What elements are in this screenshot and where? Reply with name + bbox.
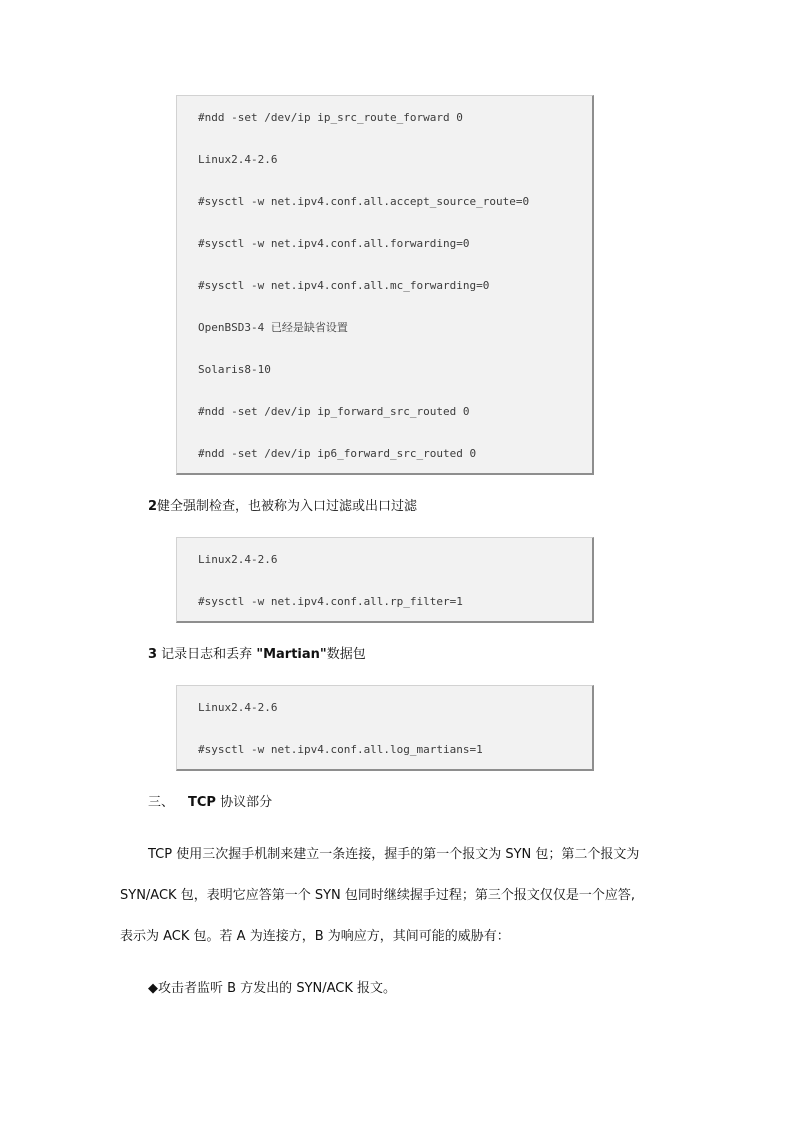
code-line: #sysctl -w net.ipv4.conf.all.rp_filter=1 (198, 595, 463, 608)
code-block-1 (176, 95, 594, 475)
heading-2-text: 健全强制检查，也被称为入口过滤或出口过滤 (157, 499, 418, 514)
code-block-2 (176, 537, 594, 623)
code-block-3 (176, 685, 594, 771)
code-line: #sysctl -w net.ipv4.conf.all.log_martians=1 (198, 743, 483, 756)
code-line: #ndd -set /dev/ip ip_src_route_forward 0 (198, 111, 463, 124)
heading-2-number: 2 (148, 499, 158, 514)
code-line: #sysctl -w net.ipv4.conf.all.forwarding=0 (198, 237, 470, 250)
heading-2 (148, 498, 417, 516)
code-line: Linux2.4-2.6 (198, 701, 278, 714)
paragraph-line-3: 表示为 ACK 包。若 A 为连接方，B 为响应方，其间可能的威胁有： (120, 929, 510, 944)
section-3-text: 协议部分 (215, 795, 273, 810)
bullet-item (148, 980, 396, 998)
heading-3-quoted: "Martian" (256, 647, 327, 662)
section-3-bold: TCP (188, 795, 216, 810)
code-line: Linux2.4-2.6 (198, 153, 278, 166)
paragraph-line-2: SYN/ACK 包，表明它应答第一个 SYN 包同时继续握手过程；第三个报文仅仅是一个应答, (120, 888, 636, 903)
heading-3-number: 3 (148, 647, 158, 662)
section-3-numeral: 三、 (148, 795, 175, 810)
section-3-heading (148, 794, 272, 812)
heading-3-text: 记录日志和丢弃 (157, 647, 257, 662)
code-line: Linux2.4-2.6 (198, 553, 278, 566)
code-line: Solaris8-10 (198, 363, 271, 376)
code-line: #sysctl -w net.ipv4.conf.all.accept_source_route=0 (198, 195, 530, 208)
bullet-text: 攻击者监听 B 方发出的 SYN/ACK 报文。 (158, 981, 397, 996)
code-line: #sysctl -w net.ipv4.conf.all.mc_forwarding=0 (198, 279, 490, 292)
heading-3-suffix: 数据包 (326, 647, 366, 662)
code-line: OpenBSD3-4 已经是缺省设置 (198, 321, 348, 334)
code-line: #ndd -set /dev/ip ip_forward_src_routed 0 (198, 405, 470, 418)
paragraph-line-1: TCP 使用三次握手机制来建立一条连接，握手的第一个报文为 SYN 包；第二个报文为 (148, 847, 640, 862)
code-line: #ndd -set /dev/ip ip6_forward_src_routed 0 (198, 447, 477, 460)
diamond-bullet-icon: ◆ (148, 981, 158, 996)
heading-3 (148, 646, 366, 664)
